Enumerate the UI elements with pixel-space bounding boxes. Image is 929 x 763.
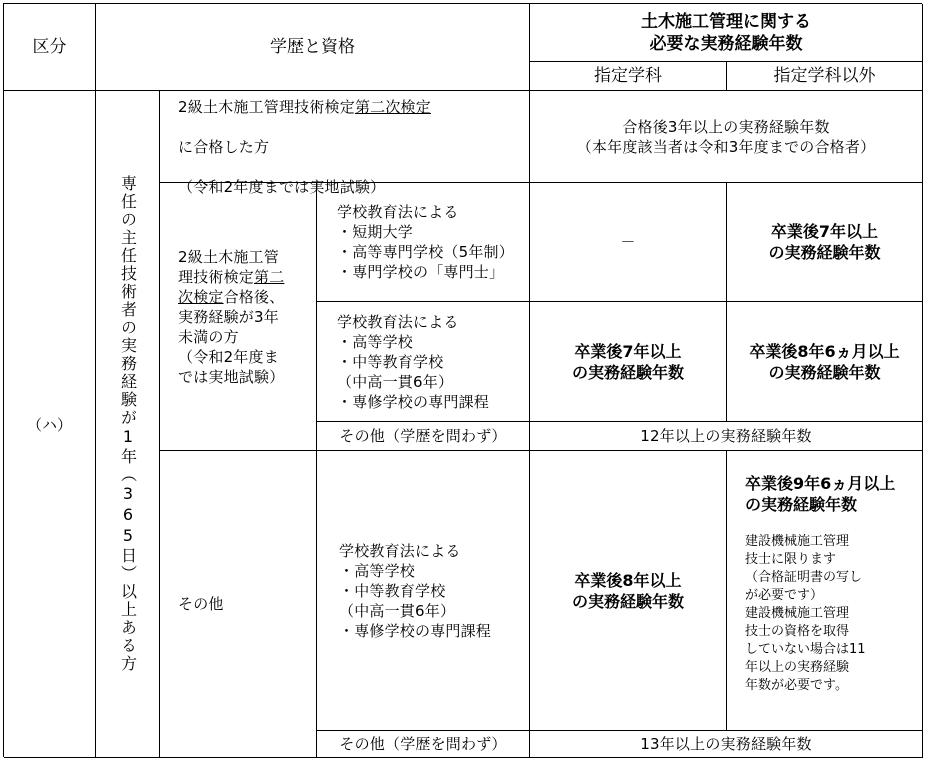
row-b2-designated (530, 302, 727, 422)
header-category-text: 区分 (32, 37, 67, 57)
row-c1-other-text: 卒業後9年6ヵ月以上 の実務経験年数 (745, 474, 896, 514)
row-b-qual-prefix: 2級土木施工管 理技術検定 (178, 247, 279, 286)
requirements-table (3, 3, 922, 757)
row-c1-other (727, 451, 923, 731)
row-a-qualification-text (178, 77, 431, 197)
row-c2-school-text: その他（学歴を問わず） (339, 735, 507, 753)
category-value: （ハ） (26, 415, 72, 434)
row-a-line1-underlined: 第二次検定 (354, 97, 431, 116)
row-b3-experience (530, 422, 923, 451)
row-b2-designated-text: 卒業後7年以上 の実務経験年数 (571, 341, 684, 382)
row-c2-experience-text: 13年以上の実務経験年数 (640, 735, 812, 753)
header-non-designated-text: 指定学科以外 (773, 66, 876, 86)
row-b-qual-underlined2: 次検定 (178, 287, 224, 306)
header-designated (530, 62, 727, 91)
row-c2-school (317, 731, 530, 758)
row-b1-school-text: 学校教育法による ・短期大学 ・高等専門学校（5年制） ・専門学校の「専門士」 (337, 203, 514, 281)
row-b3-experience-text: 12年以上の実務経験年数 (640, 427, 812, 445)
row-c1-note: 建設機械施工管理 技士に限ります （合格証明書の写し が必要です） 建設機械施工管理 技士の資格を取得 していない場合は11 年以上の実務経験 年数が必要です。 (745, 534, 866, 693)
row-b1-designated (530, 183, 727, 302)
row-a-line3: （令和2年度までは実地試験） (178, 177, 386, 196)
row-a-experience (530, 91, 923, 183)
header-designated-text: 指定学科 (594, 66, 662, 86)
row-c2-experience (530, 731, 923, 758)
row-b1-designated-text: － (620, 233, 636, 251)
row-a-experience-text: 合格後3年以上の実務経験年数 （本年度該当者は令和3年度までの合格者） (576, 117, 876, 156)
row-b-qual-suffix: 合格後、 実務経験が3年 未満の方 （令和2年度ま では実地試験） (178, 287, 285, 386)
row-c1-designated (530, 451, 727, 731)
row-b1-other (727, 183, 923, 302)
row-a-qualification (160, 91, 530, 196)
row-b3-school-text: その他（学歴を問わず） (339, 427, 507, 445)
row-a-line1-prefix: 2級土木施工管理技術検定 (178, 97, 355, 116)
row-b1-school (317, 183, 530, 302)
header-category (4, 4, 96, 91)
row-b2-school (317, 302, 530, 422)
header-experience (530, 4, 923, 62)
row-c-qualification (160, 451, 317, 758)
row-c1-designated-text: 卒業後8年以上 の実務経験年数 (571, 570, 684, 611)
header-experience-text: 土木施工管理に関する 必要な実務経験年数 (641, 11, 811, 54)
row-b2-other (727, 302, 923, 422)
row-b2-school-text: 学校教育法による ・高等学校 ・中等教育学校 （中高一貫6年） ・専修学校の専門課程 (337, 312, 490, 411)
row-c-qualification-text: その他 (178, 595, 224, 613)
category-cell (4, 91, 96, 758)
vertical-label-cell (96, 91, 160, 758)
row-b-qual-underlined1: 第二 (254, 267, 285, 286)
header-education-text: 学歴と資格 (270, 37, 355, 57)
header-non-designated (727, 62, 923, 91)
row-a-line2: に合格した方 (178, 137, 270, 156)
row-b-qualification-text (178, 247, 284, 387)
row-b3-school (317, 422, 530, 451)
vertical-label: 専任の主任技術者の実務経験が1年（365日）以上ある方 (118, 175, 138, 673)
row-c1-school-text: 学校教育法による ・高等学校 ・中等教育学校 （中高一貫6年） ・専修学校の専門課程 (339, 541, 492, 640)
row-b1-other-text: 卒業後7年以上 の実務経験年数 (768, 222, 881, 262)
row-c1-school (317, 451, 530, 731)
row-b2-other-text: 卒業後8年6ヵ月以上 の実務経験年数 (749, 341, 900, 382)
row-b-qualification (160, 183, 317, 451)
